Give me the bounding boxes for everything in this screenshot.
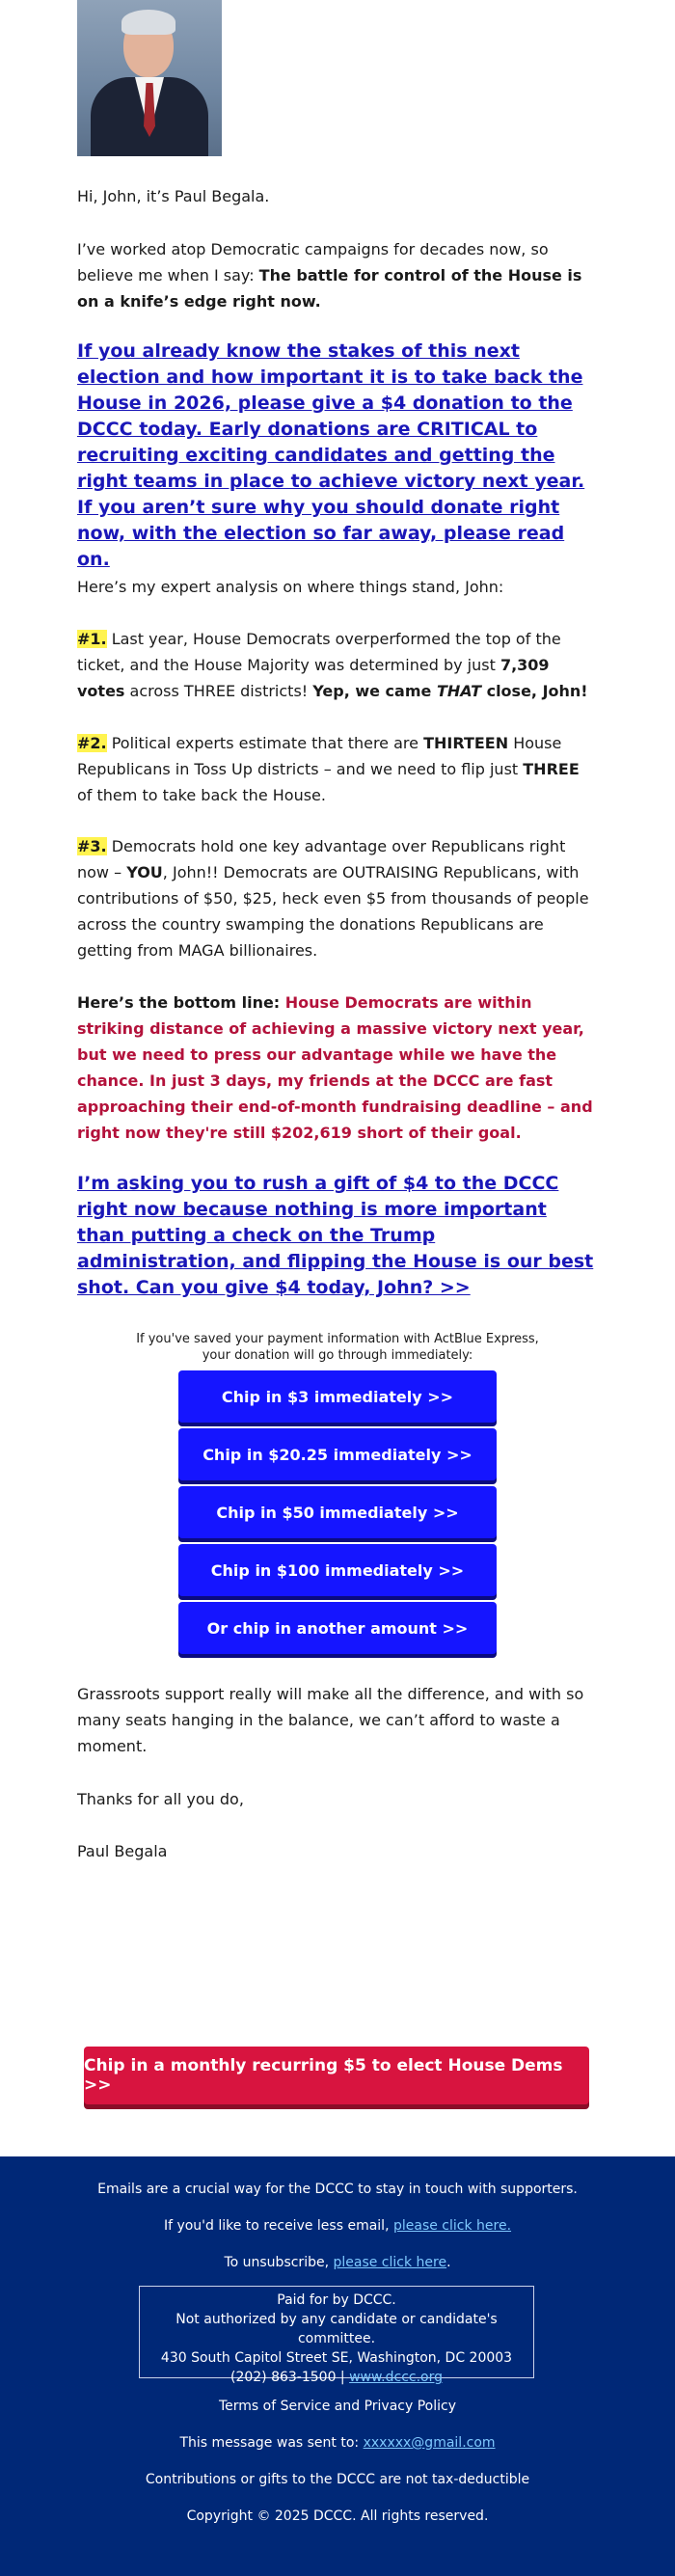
tax-deductible-note: Contributions or gifts to the DCCC are not tax-deductible xyxy=(145,2472,530,2487)
point-1-italic: THAT xyxy=(436,682,482,700)
point-1-number: #1. xyxy=(77,630,107,648)
point-2 xyxy=(77,730,598,808)
point-3-text: Democrats hold one key advantage over Republicans right now – xyxy=(77,837,566,881)
greeting: Hi, John, it’s Paul Begala. xyxy=(77,187,270,205)
footer-unsubscribe-text: To unsubscribe, xyxy=(224,2255,334,2270)
point-3-text-2: , John!! Democrats are OUTRAISING Republicans, with contributions of $50, $25, heck even $5 from thousands of people across the country swamping the donations Republicans are getting from MAGA billionaires. xyxy=(77,863,589,960)
bottom-line-label: Here’s the bottom line: xyxy=(77,993,285,1012)
donate-link-1-text[interactable]: If you already know the stakes of this next election and how important it is to take back the House in 2026, please give a $4 donation to the DCCC today. Early donations are CRITICAL to recruiting exciting candidates and getting the right teams in place to achieve victory next year. If you aren’t sure why you should donate right now, with the election so far away, please read on. xyxy=(77,340,585,570)
footer-less-email xyxy=(0,2217,675,2235)
analysis-intro: Here’s my expert analysis on where things stand, John: xyxy=(77,578,504,596)
phone-website-line xyxy=(140,2368,533,2387)
intro-bold: The battle for control of the House is on a knife’s edge right now. xyxy=(77,266,582,311)
donate-link-2[interactable] xyxy=(77,1171,598,1301)
point-1-text: Last year, House Democrats overperformed the top of the ticket, and the House Majority was determined by just xyxy=(77,630,561,674)
bottom-line xyxy=(77,990,598,1146)
paid-for-box xyxy=(139,2286,534,2385)
chip-in-50-button[interactable]: Chip in $50 immediately >> xyxy=(178,1486,497,1538)
point-2-text: Political experts estimate that there are xyxy=(106,734,424,752)
point-1-text-2: across THREE districts! xyxy=(124,682,313,700)
copyright: Copyright © 2025 DCCC. All rights reserved. xyxy=(186,2508,489,2524)
address-line: 430 South Capitol Street SE, Washington, DC 20003 xyxy=(160,2350,513,2366)
not-authorized-line: Not authorized by any candidate or candidate's committee. xyxy=(176,2312,498,2346)
footer xyxy=(0,2156,675,2576)
sent-to-text: This message was sent to: xyxy=(179,2435,364,2451)
point-2-text-3: of them to take back the House. xyxy=(77,786,326,804)
point-2-number: #2. xyxy=(77,734,107,752)
point-2-thirteen: THIRTEEN xyxy=(423,734,509,752)
bottom-line-text: House Democrats are within striking distance of achieving a massive victory next year, but we need to press our advantage while we have the chance. In just 3 days, my friends at the DCCC are fast approaching their end-of-month fundraising deadline – and right now they're still $202,619 short of their goal. xyxy=(77,993,593,1142)
point-3-number: #3. xyxy=(77,837,107,855)
donate-link-1[interactable] xyxy=(77,339,598,573)
recipient-email-link[interactable]: xxxxxx@gmail.com xyxy=(363,2435,496,2451)
footer-email-note: Emails are a crucial way for the DCCC to stay in touch with supporters. xyxy=(97,2182,578,2197)
actblue-note xyxy=(77,1331,598,1364)
point-2-text-2: House Republicans in Toss Up districts – and we need to flip just xyxy=(77,734,562,778)
unsubscribe-link[interactable]: please click here xyxy=(333,2255,447,2270)
point-2-three: THREE xyxy=(523,760,580,778)
intro-text: I’ve worked atop Democratic campaigns for decades now, so believe me when I say: xyxy=(77,240,549,285)
actblue-note-line-2: your donation will go through immediately: xyxy=(202,1348,473,1363)
monthly-recurring-button[interactable]: Chip in a monthly recurring $5 to elect House Dems >> xyxy=(84,2047,589,2104)
footer-unsubscribe-end: . xyxy=(446,2255,451,2270)
signature: Paul Begala xyxy=(77,1842,168,1860)
terms-privacy-link[interactable]: Terms of Service and Privacy Policy xyxy=(218,2399,456,2414)
point-1 xyxy=(77,626,598,704)
actblue-note-line-1: If you've saved your payment information with ActBlue Express, xyxy=(136,1332,539,1346)
donate-link-2-text[interactable]: I’m asking you to rush a gift of $4 to the DCCC right now because nothing is more important than putting a check on the Trump administration, and flipping the House is our best shot. Can you give $4 today, John? >> xyxy=(77,1173,594,1298)
grassroots-paragraph: Grassroots support really will make all the difference, and with so many seats hanging in the balance, we can’t afford to waste a moment. xyxy=(77,1685,584,1755)
paid-for-line: Paid for by DCCC. xyxy=(277,2292,396,2308)
footer-unsubscribe xyxy=(0,2254,675,2271)
less-email-link[interactable]: please click here. xyxy=(392,2218,512,2234)
point-1-bold: Yep, we came xyxy=(312,682,437,700)
chip-in-other-amount-button[interactable]: Or chip in another amount >> xyxy=(178,1602,497,1654)
point-3 xyxy=(77,833,598,963)
point-1-votes: 7,309 votes xyxy=(77,656,550,700)
chip-in-100-button[interactable]: Chip in $100 immediately >> xyxy=(178,1544,497,1596)
photo-hair xyxy=(122,10,176,35)
thanks-line: Thanks for all you do, xyxy=(77,1790,244,1808)
footer-sent-to xyxy=(0,2434,675,2452)
website-link[interactable]: www.dccc.org xyxy=(349,2370,444,2385)
point-3-you: YOU xyxy=(126,863,163,881)
intro-paragraph xyxy=(77,236,598,314)
chip-in-3-button[interactable]: Chip in $3 immediately >> xyxy=(178,1370,497,1423)
point-1-bold-end: close, John! xyxy=(481,682,588,700)
sender-photo xyxy=(77,0,222,156)
footer-less-email-text: If you'd like to receive less email, xyxy=(163,2218,393,2234)
chip-in-20-25-button[interactable]: Chip in $20.25 immediately >> xyxy=(178,1428,497,1480)
phone-text: (202) 863-1500 | xyxy=(230,2370,350,2385)
